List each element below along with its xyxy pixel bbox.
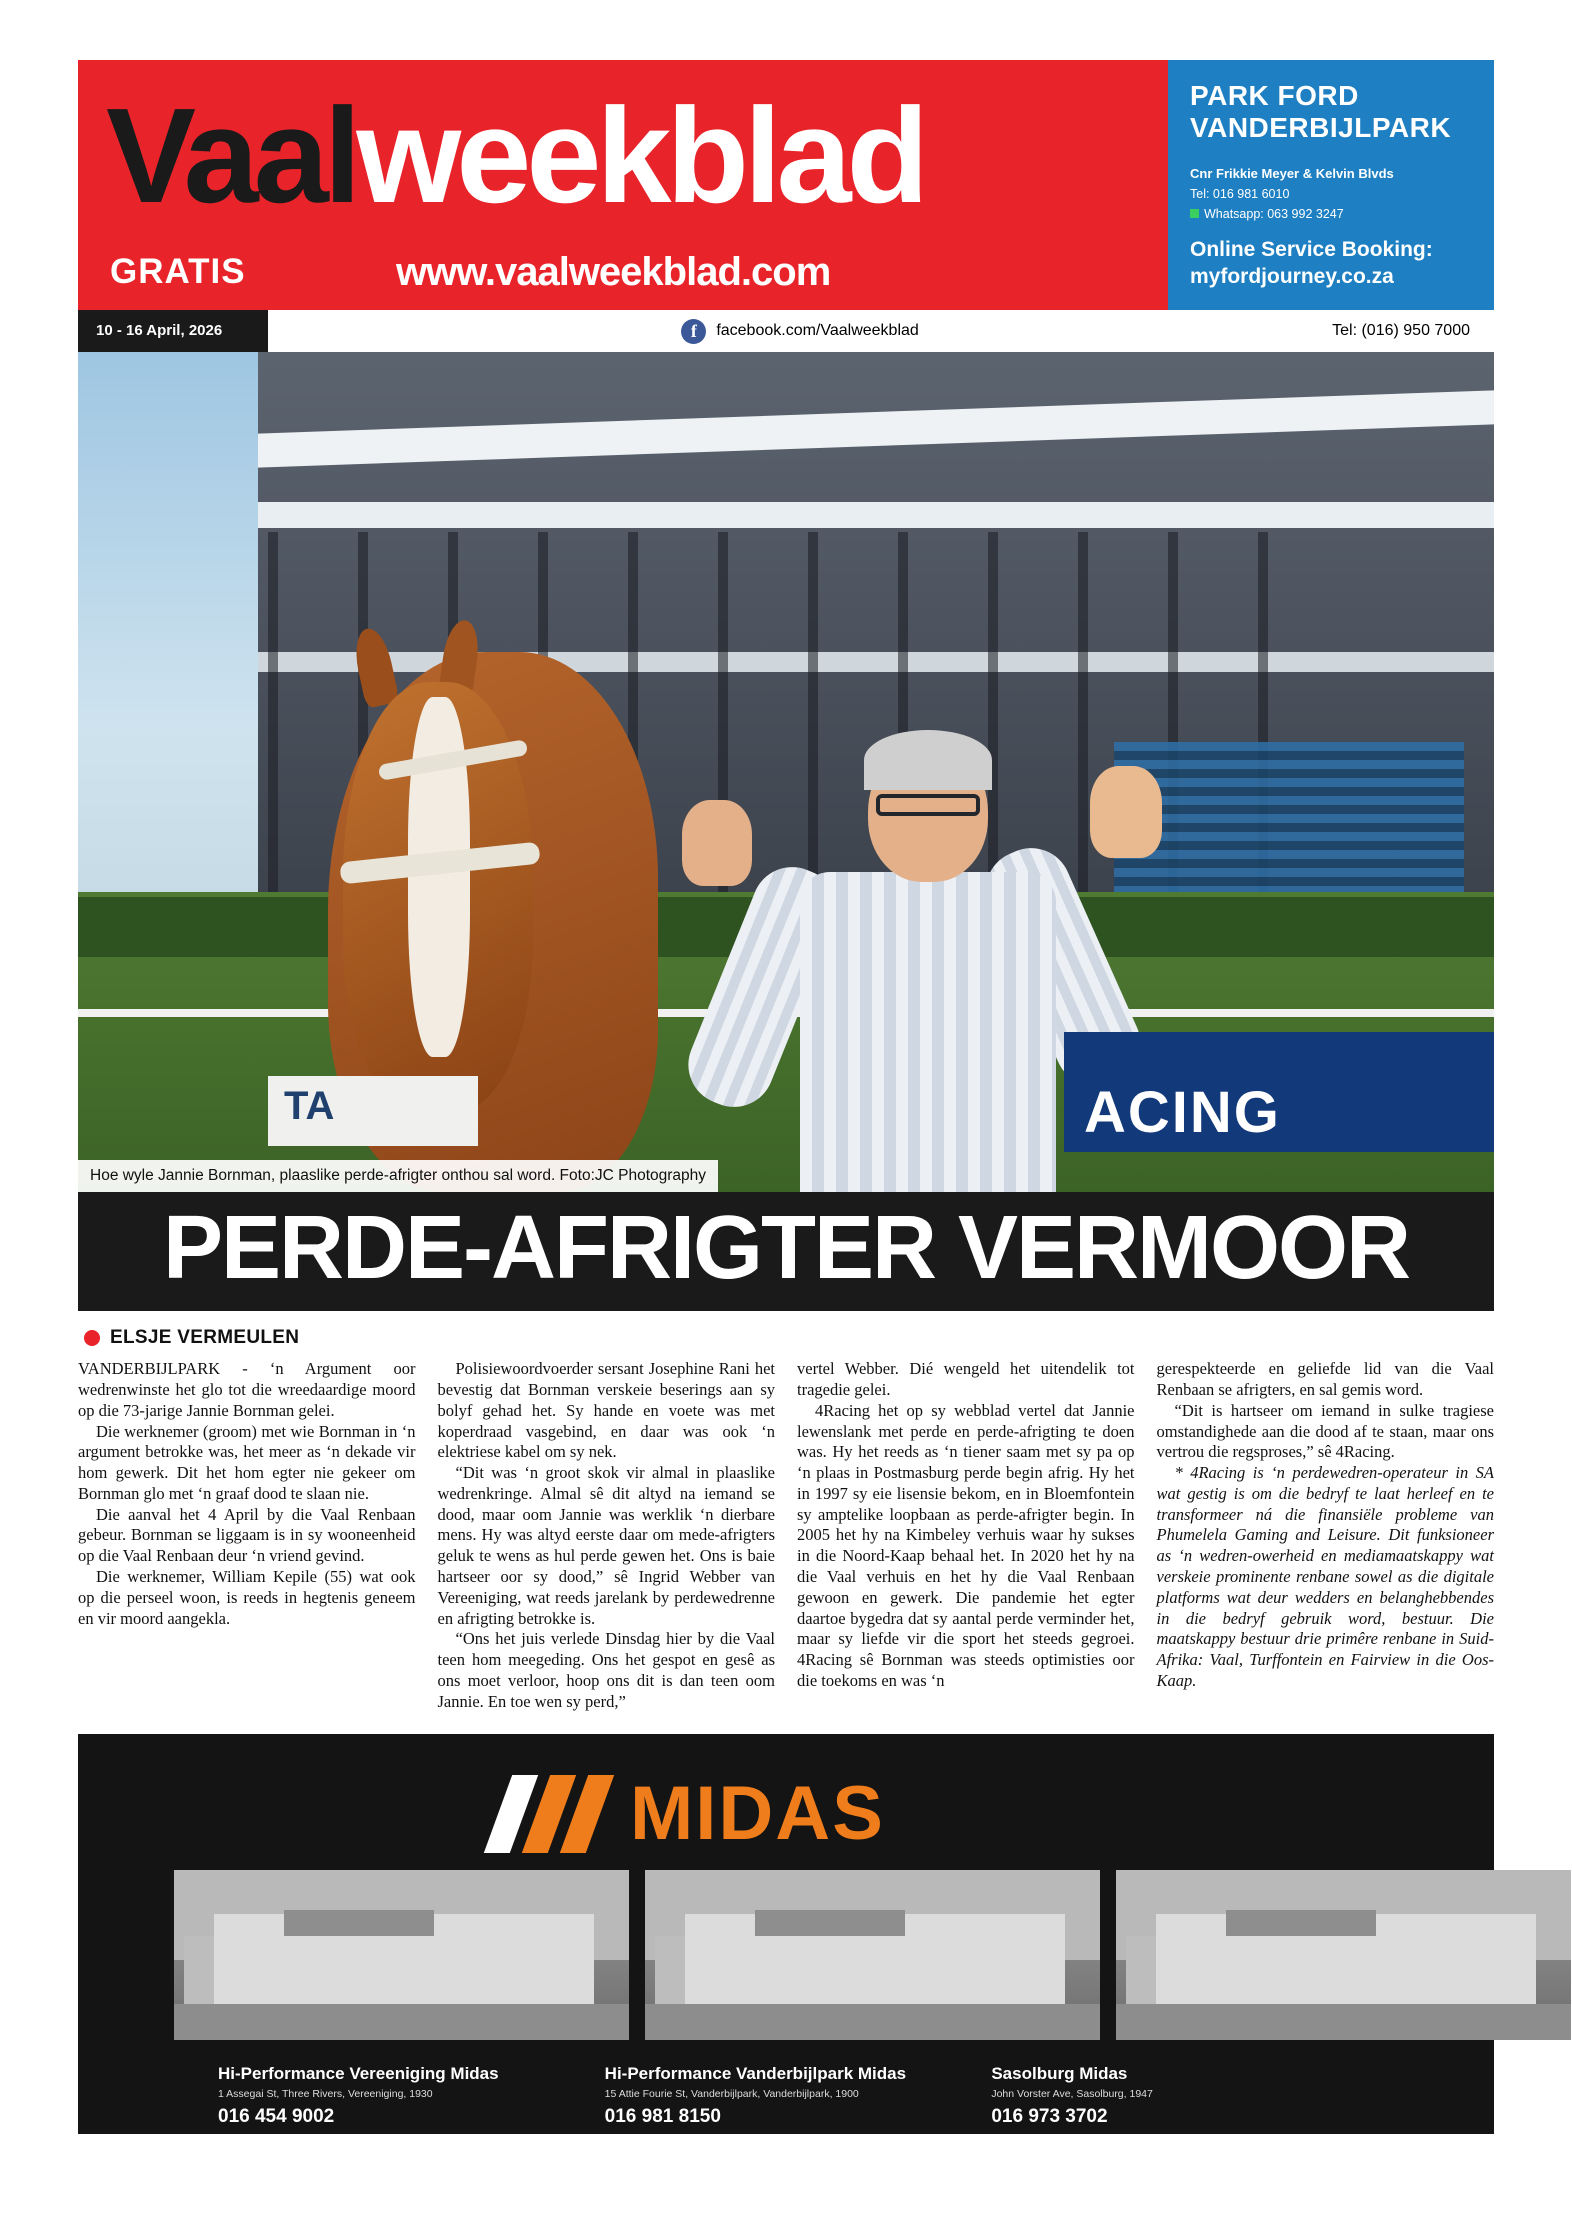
man-hand-right [1090, 766, 1162, 858]
racing-banner [1064, 1032, 1494, 1152]
info-strip [78, 310, 1494, 352]
store-name: Hi-Performance Vereeniging Midas [218, 2064, 499, 2084]
article-body [78, 1359, 1494, 1712]
hero-photo [78, 352, 1494, 1192]
trackside-sign-small [268, 1076, 478, 1146]
paragraph: “Dit is hartseer om iemand in sulke tragiese omstandighede aan die dood af te staan, maar ons vertrou die regsproses,” sê 4Racing. [1156, 1400, 1494, 1462]
issue-date: 10 - 16 April, 2026 [78, 310, 268, 352]
ad-dealer-name: PARK FORD [1190, 80, 1359, 111]
park-ford-ad[interactable] [1168, 60, 1494, 310]
racing-banner-text: ACING [1084, 1080, 1281, 1145]
store-photo [174, 1870, 629, 2040]
paragraph: Die werknemer (groom) met wie Bornman in ‘n argument betrokke was, het meer as ‘n dekade vir hom gewerk. Dit het hom egter nie gekeer om Bornman glo met ‘n graaf dood te slaan nie. [78, 1421, 416, 1503]
trackside-sign-small-text: TA [284, 1084, 335, 1128]
midas-wordmark: MIDAS [630, 1771, 885, 1857]
ad-dealer-town: VANDERBIJLPARK [1190, 112, 1452, 144]
website-url[interactable]: www.vaalweekblad.com [396, 250, 831, 294]
man-figure [768, 682, 1088, 1192]
byline [84, 1327, 1494, 1349]
store-photo [645, 1870, 1100, 2040]
store-phone: 016 973 3702 [991, 2106, 1108, 2128]
paragraph-note: * 4Racing is ‘n perdewedren-operateur in SA wat gestig is om die bedryf te laat herleef en te transformeer ná die finansiële probleme van Phumelela Gaming and Leisure. Dit funksioneer as ‘n wedren-owerheid en mediamaatskappy wat verskeie prominente renbane sowel as die digitale platforms wat deur wedders en belanghebbendes in die bedryf gebruik word, bestuur. Die maatskappy bestuur drie primêre renbane in Suid-Afrika: Vaal, Turffontein en Fairview in die Oos-Kaap. [1156, 1463, 1494, 1690]
paragraph: Die werknemer, William Kepile (55) wat ook op die perseel woon, is reeds in hegtenis geneem en vir moord aangekla. [78, 1567, 416, 1628]
masthead-banner [78, 60, 1168, 310]
midas-logo [498, 1770, 885, 1857]
facebook-handle: facebook.com/Vaalweekblad [716, 322, 919, 339]
midas-store-list [218, 2064, 1378, 2128]
contact-telephone: Tel: (016) 950 7000 [1332, 322, 1470, 339]
article-column-1 [78, 1359, 416, 1712]
bullet-icon [84, 1330, 100, 1346]
store-entry [991, 2064, 1378, 2128]
paragraph: 4Racing het op sy webblad vertel dat Jannie lewenslank met perde en perde-afrigting te doen was. Hy het reeds as ‘n tiener saam met sy pa op ‘n plaas in Postmasburg perde begin afrig. Hy het in 1997 sy eie lisensie bekom, en in Bloemfontein sy amptelike loopbaan as perde-afrigter begin. In 2005 het hy na Kimbeley verhuis waar hy sukses in die Noord-Kaap behaal het. In 2020 het hy na die Vaal verhuis en het hy die Vaal Renbaan gewoon en gewerk. Die pandemie het egter daartoe bygedra dat sy aantal perde verminder het, maar sy liefde vir die sport het steeds gegroei. 4Racing sê Bornman was steeds optimisties oor die toekoms en was ‘n [797, 1400, 1135, 1690]
byline-author: ELSJE VERMEULEN [110, 1327, 300, 1349]
ad-booking-url[interactable]: myfordjourney.co.za [1190, 264, 1394, 288]
ad-whatsapp-row [1190, 207, 1476, 221]
store-name: Sasolburg Midas [991, 2064, 1128, 2084]
grandstand-deck [258, 502, 1494, 528]
title-part-black: Vaal [106, 80, 357, 231]
store-entry [605, 2064, 992, 2128]
store-phone: 016 454 9002 [218, 2106, 335, 2128]
paragraph: gerespekteerde en geliefde lid van die Vaal Renbaan se afrigters, en sal gemis word. [1156, 1359, 1494, 1399]
ad-telephone: Tel: 016 981 6010 [1190, 187, 1290, 202]
article-column-3 [797, 1359, 1135, 1712]
ad-whatsapp: Whatsapp: 063 992 3247 [1204, 207, 1344, 222]
store-photo [1116, 1870, 1571, 2040]
man-shirt [800, 872, 1056, 1192]
store-address: 1 Assegai St, Three Rivers, Vereeniging, 1930 [218, 2088, 433, 2101]
publication-title [106, 80, 925, 231]
paragraph: Polisiewoordvoerder sersant Josephine Rani het bevestig dat Bornman verskeie beserings aan sy bolyf gehad het. Sy hande en voete was met koperdraad vasgebind, en daar was ook ‘n elektriese kabel om sy nek. [437, 1359, 775, 1462]
ad-booking-label: Online Service Booking: [1190, 238, 1433, 262]
paragraph: “Ons het juis verlede Dinsdag hier by die Vaal teen hom meegeding. Ons het gespot en gesê as ons moet verloor, hoop ons dit is dan teen oom Jannie. En toe wen sy perd,” [437, 1629, 775, 1711]
whatsapp-icon [1190, 209, 1199, 218]
stadium-seating [1114, 742, 1464, 892]
store-address: John Vorster Ave, Sasolburg, 1947 [991, 2088, 1153, 2101]
main-headline: PERDE-AFRIGTER VERMOOR [78, 1192, 1494, 1311]
paragraph: vertel Webber. Dié wengeld het uitendelik tot tragedie gelei. [797, 1359, 1135, 1399]
photo-caption: Hoe wyle Jannie Bornman, plaaslike perde-afrigter onthou sal word. Foto:JC Photography [78, 1160, 718, 1192]
store-address: 15 Attie Fourie St, Vanderbijlpark, Vanderbijlpark, 1900 [604, 2088, 859, 2101]
paragraph: “Dit was ‘n groot skok vir almal in plaaslike wedrenkringe. Almal sê dit altyd na iemand se dood, maar oom Jannie was werklik ‘n dierbare mens. Hy was altyd eerste daar om mede-afrigters geluk te wens as hul perde gewen het. Ons is baie hartseer oor sy dood,” sê Ingrid Webber van Vereeniging, wat reeds jarelank by perdewedrenne en afrigting betrokke is. [437, 1463, 775, 1628]
store-entry [218, 2064, 605, 2128]
man-glasses [876, 794, 980, 816]
ad-address: Cnr Frikkie Meyer & Kelvin Blvds [1190, 166, 1394, 182]
article-column-4 [1157, 1359, 1495, 1712]
paragraph: Die aanval het 4 April by die Vaal Renbaan gebeur. Bornman se liggaam is in sy wooneenheid op die Vaal Renbaan deur ‘n vriend gevind. [78, 1504, 416, 1566]
store-phone: 016 981 8150 [604, 2106, 721, 2128]
facebook-icon: f [681, 319, 706, 344]
title-part-white: weekblad [356, 80, 925, 231]
facebook-link[interactable] [268, 319, 1332, 344]
article-column-2 [438, 1359, 776, 1712]
midas-advert[interactable] [78, 1734, 1494, 2134]
man-hair [864, 730, 992, 790]
man-hand-left [682, 800, 752, 886]
gratis-label: GRATIS [110, 252, 246, 291]
paragraph: VANDERBIJLPARK - ‘n Argument oor wedrenwinste het glo tot die wreedaardige moord op die 73-jarige Jannie Bornman gelei. [78, 1359, 416, 1420]
grandstand-roof [258, 390, 1494, 467]
masthead [78, 60, 1494, 310]
midas-store-photos [174, 1870, 1571, 2040]
store-name: Hi-Performance Vanderbijlpark Midas [604, 2064, 907, 2084]
